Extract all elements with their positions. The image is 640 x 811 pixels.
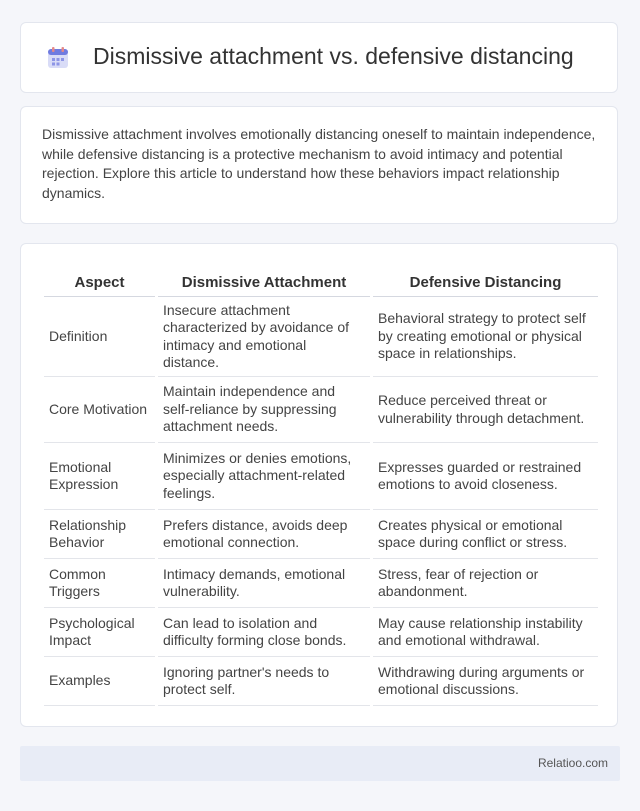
row-aspect: Core Motivation xyxy=(44,377,155,443)
table-row xyxy=(44,443,598,510)
row-defensive: Stress, fear of rejection or abandonment. xyxy=(373,559,598,608)
row-aspect: Definition xyxy=(44,297,155,377)
table-row xyxy=(44,510,598,559)
row-dismissive: Prefers distance, avoids deep emotional connection. xyxy=(158,510,370,559)
row-dismissive: Insecure attachment characterized by avoidance of intimacy and emotional distance. xyxy=(158,297,370,377)
row-defensive: Expresses guarded or restrained emotions to avoid closeness. xyxy=(373,443,598,510)
header-defensive: Defensive Distancing xyxy=(373,264,598,297)
row-defensive: Behavioral strategy to protect self by creating emotional or physical space in relationships. xyxy=(373,297,598,377)
table-row xyxy=(44,608,598,657)
row-aspect: Relationship Behavior xyxy=(44,510,155,559)
header-card xyxy=(20,22,618,93)
calendar-icon xyxy=(47,47,69,69)
comparison-card xyxy=(20,243,618,727)
header-aspect: Aspect xyxy=(44,264,155,297)
row-defensive: Withdrawing during arguments or emotional discussions. xyxy=(373,657,598,706)
row-dismissive: Maintain independence and self-reliance by suppressing attachment needs. xyxy=(158,377,370,443)
row-defensive: Reduce perceived threat or vulnerability through detachment. xyxy=(373,377,598,443)
row-dismissive: Intimacy demands, emotional vulnerability. xyxy=(158,559,370,608)
row-defensive: Creates physical or emotional space during conflict or stress. xyxy=(373,510,598,559)
table-row xyxy=(44,657,598,706)
row-dismissive: Minimizes or denies emotions, especially attachment-related feelings. xyxy=(158,443,370,510)
footer-bar xyxy=(20,746,620,781)
page-title: Dismissive attachment vs. defensive distancing xyxy=(93,43,574,69)
footer-brand: Relatioo.com xyxy=(537,756,608,770)
table-header-row xyxy=(44,264,598,297)
row-dismissive: Ignoring partner's needs to protect self. xyxy=(158,657,370,706)
row-aspect: Emotional Expression xyxy=(44,443,155,510)
table-row xyxy=(44,297,598,377)
row-aspect: Common Triggers xyxy=(44,559,155,608)
table-row xyxy=(44,559,598,608)
table-row xyxy=(44,377,598,443)
row-dismissive: Can lead to isolation and difficulty forming close bonds. xyxy=(158,608,370,657)
row-aspect: Psychological Impact xyxy=(44,608,155,657)
comparison-table xyxy=(41,264,601,706)
row-aspect: Examples xyxy=(44,657,155,706)
intro-card xyxy=(20,106,618,224)
row-defensive: May cause relationship instability and emotional withdrawal. xyxy=(373,608,598,657)
header-dismissive: Dismissive Attachment xyxy=(158,264,370,297)
intro-text: Dismissive attachment involves emotionally distancing oneself to maintain independence, while defensive distancing is a protective mechanism to avoid intimacy and potential rejection. Explore this article to understand how these behaviors impact relationship dynamics. xyxy=(42,126,596,201)
